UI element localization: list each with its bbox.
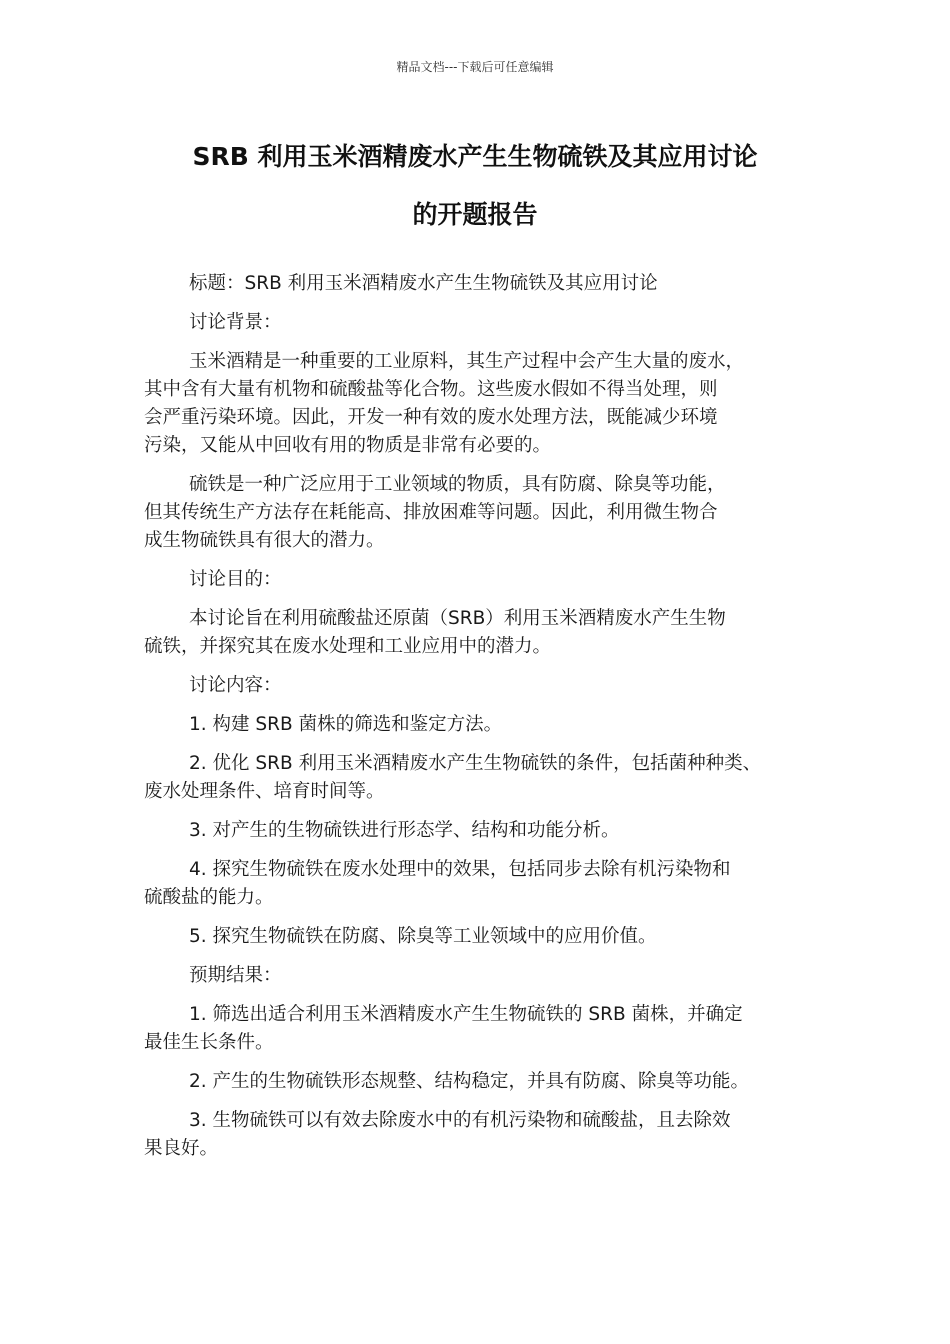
header-note: 精品文档---下载后可任意编辑 [396, 60, 554, 74]
section-heading-results: 预期结果： [189, 965, 282, 986]
paragraph-background-2: 硫铁是一种广泛应用于工业领域的物质，具有防腐、除臭等功能， 但其传统生产方法存在耗能高、排放困难等问题。因此，利用微生物合 成生物硫铁具有很大的潜力。 [144, 474, 726, 551]
content-item-3: 3. 对产生的生物硫铁进行形态学、结构和功能分析。 [189, 820, 620, 841]
content-item-1: 1. 构建 SRB 菌株的筛选和鉴定方法。 [189, 714, 503, 735]
title-line-2: 的开题报告 [412, 200, 538, 229]
section-heading-purpose: 讨论目的： [189, 569, 282, 590]
result-item-3: 3. 生物硫铁可以有效去除废水中的有机污染物和硫酸盐，且去除效 果良好。 [144, 1110, 731, 1159]
paragraph-background-1: 玉米酒精是一种重要的工业原料，其生产过程中会产生大量的废水， 其中含有大量有机物和硫酸盐等化合物。这些废水假如不得当处理，则 会严重污染环境。因此，开发一种有效的废水处理方法，既能减少环境 污染，又能从中回收有用的物质是非常有必要的。 [144, 351, 745, 456]
document-body [144, 270, 824, 1174]
paragraph-purpose: 本讨论旨在利用硫酸盐还原菌（SRB）利用玉米酒精废水产生生物 硫铁，并探究其在废水处理和工业应用中的潜力。 [144, 608, 726, 657]
title-line-1: SRB 利用玉米酒精废水产生生物硫铁及其应用讨论 [192, 142, 758, 171]
section-heading-content: 讨论内容： [189, 675, 282, 696]
result-item-2: 2. 产生的生物硫铁形态规整、结构稳定，并具有防腐、除臭等功能。 [189, 1071, 750, 1092]
content-item-5: 5. 探究生物硫铁在防腐、除臭等工业领域中的应用价值。 [189, 926, 657, 947]
result-item-1: 1. 筛选出适合利用玉米酒精废水产生生物硫铁的 SRB 菌株，并确定 最佳生长条件。 [144, 1004, 743, 1053]
section-heading-background: 讨论背景： [189, 312, 282, 333]
document-title [100, 128, 850, 244]
paragraph-title-label: 标题：SRB 利用玉米酒精废水产生生物硫铁及其应用讨论 [189, 273, 658, 294]
content-item-4: 4. 探究生物硫铁在废水处理中的效果，包括同步去除有机污染物和 硫酸盐的能力。 [144, 859, 731, 908]
content-item-2: 2. 优化 SRB 利用玉米酒精废水产生生物硫铁的条件，包括菌种种类、 废水处理条件、培育时间等。 [144, 753, 762, 802]
